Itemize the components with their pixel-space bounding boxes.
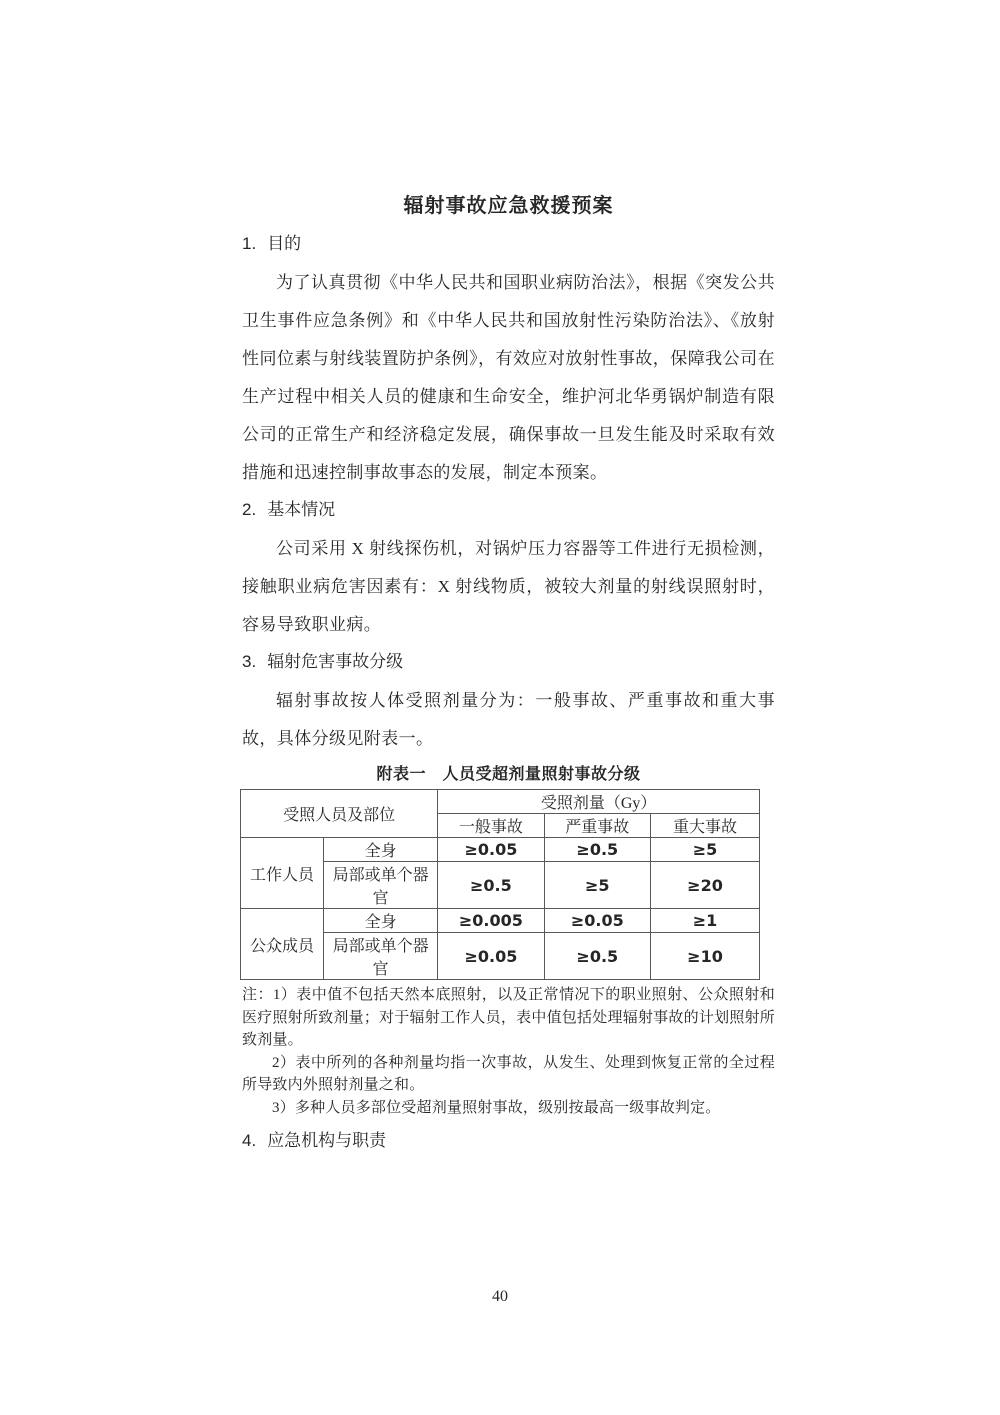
section-4-heading [242,1127,775,1155]
cell-part: 局部或单个器官 [324,933,438,980]
section-2-heading [242,496,775,524]
cell-part: 全身 [324,909,438,933]
header-serious-accident: 严重事故 [544,814,650,838]
table-notes [242,984,775,1119]
cell-value: ≥0.5 [438,862,544,909]
header-dose-group: 受照剂量（Gy） [438,790,760,814]
header-person-part: 受照人员及部位 [241,790,438,838]
section-2-number: 2. [242,500,257,519]
document-content [242,192,775,1161]
section-4-number: 4. [242,1131,257,1150]
table-row [241,838,760,862]
section-1-paragraph: 为了认真贯彻《中华人民共和国职业病防治法》，根据《突发公共卫生事件应急条例》和《中华人民共和国放射性污染防治法》、《放射性同位素与射线装置防护条例》，有效应对放射性事故，保障我公司在生产过程中相关人员的健康和生命安全，维护河北华勇锅炉制造有限公司的正常生产和经济稳定发展，确保事故一旦发生能及时采取有效措施和迅速控制事故事态的发展，制定本预案。 [242,273,775,482]
cell-value: ≥10 [650,933,759,980]
section-1-heading [242,230,775,258]
section-2-paragraph: 公司采用 X 射线探伤机，对锅炉压力容器等工件进行无损检测，接触职业病危害因素有：X 射线物质，被较大剂量的射线误照射时，容易导致职业病。 [242,539,775,634]
table-header-row-1 [241,790,760,814]
document-title: 辐射事故应急救援预案 [403,195,614,217]
table-note-1: 注：1）表中值不包括天然本底照射，以及正常情况下的职业照射、公众照射和医疗照射所致剂量；对于辐射工作人员，表中值包括处理辐射事故的计划照射所致剂量。 [242,987,775,1048]
cell-person-worker: 工作人员 [241,838,324,909]
cell-value: ≥0.5 [544,838,650,862]
page-number: 40 [492,1288,508,1305]
header-general-accident: 一般事故 [438,814,544,838]
cell-value: ≥0.05 [544,909,650,933]
cell-value: ≥20 [650,862,759,909]
cell-part: 全身 [324,838,438,862]
section-3-heading [242,648,775,676]
cell-value: ≥0.5 [544,933,650,980]
cell-person-public: 公众成员 [241,909,324,980]
section-1-heading-text: 目的 [267,234,302,253]
section-2-heading-text: 基本情况 [267,500,336,519]
section-4-heading-text: 应急机构与职责 [267,1131,387,1150]
table-row [241,909,760,933]
header-major-accident: 重大事故 [650,814,759,838]
table-note-2: 2）表中所列的各种剂量均指一次事故，从发生、处理到恢复正常的全过程所导致内外照射剂量之和。 [242,1054,775,1093]
cell-part: 局部或单个器官 [324,862,438,909]
table-note-3: 3）多种人员多部位受超剂量照射事故，级别按最高一级事故判定。 [272,1099,721,1116]
dose-classification-table [240,789,760,980]
cell-value: ≥0.005 [438,909,544,933]
cell-value: ≥0.05 [438,933,544,980]
cell-value: ≥0.05 [438,838,544,862]
section-1-number: 1. [242,234,257,253]
section-3-heading-text: 辐射危害事故分级 [267,652,404,671]
cell-value: ≥5 [544,862,650,909]
cell-value: ≥1 [650,909,759,933]
section-3-number: 3. [242,652,257,671]
section-3-paragraph: 辐射事故按人体受照剂量分为：一般事故、严重事故和重大事故，具体分级见附表一。 [242,691,775,748]
table-caption: 附表一 人员受超剂量照射事故分级 [376,766,641,783]
cell-value: ≥5 [650,838,759,862]
